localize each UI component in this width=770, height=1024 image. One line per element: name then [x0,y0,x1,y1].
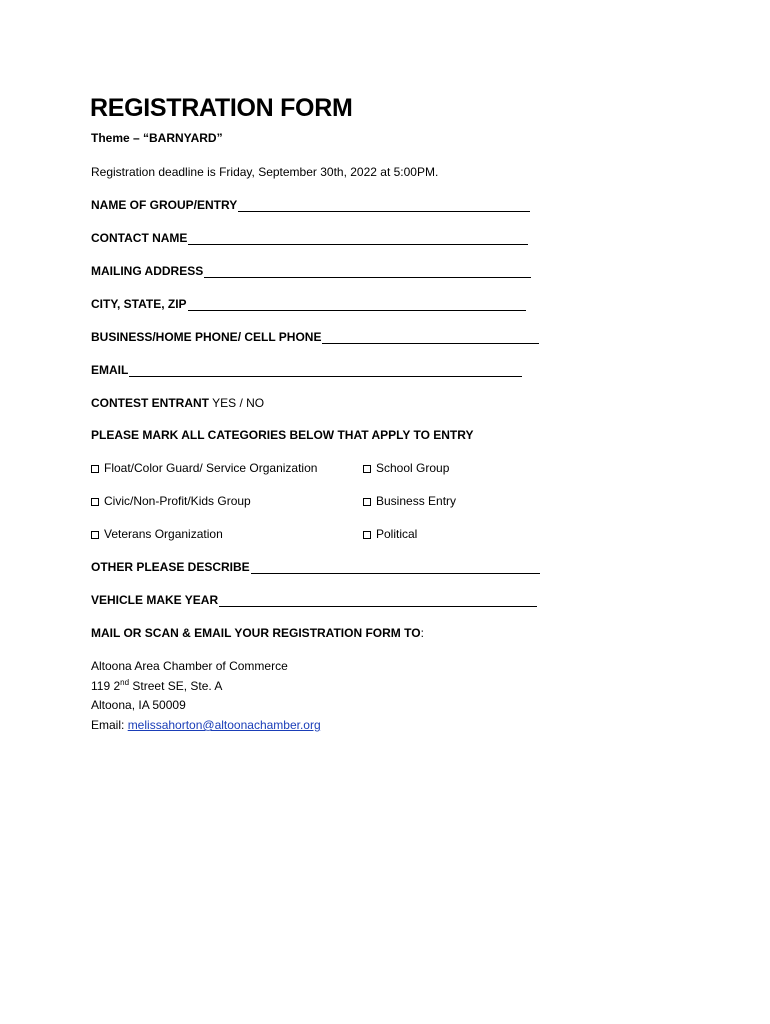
checkbox-icon[interactable] [91,498,99,506]
email-field[interactable] [91,363,522,377]
category-label: Veterans Organization [104,527,223,541]
email-line[interactable] [129,364,522,377]
mail-heading-colon: : [420,626,424,640]
street-suffix: nd [120,678,130,687]
checkbox-icon[interactable] [363,531,371,539]
other-describe-label: OTHER PLEASE DESCRIBE [91,560,250,574]
category-political[interactable] [363,527,417,541]
phone-label: BUSINESS/HOME PHONE/ CELL PHONE [91,330,322,344]
contest-entrant-options[interactable]: YES / NO [212,396,265,410]
city-state-zip-field[interactable] [91,297,526,311]
category-school-group[interactable] [363,461,449,475]
phone-line[interactable] [322,331,539,344]
city-state: Altoona, IA 50009 [91,698,186,712]
category-label: Float/Color Guard/ Service Organization [104,461,318,475]
checkbox-icon[interactable] [363,498,371,506]
category-business-entry[interactable] [363,494,456,508]
chamber-name: Altoona Area Chamber of Commerce [91,659,288,673]
mailing-address-line[interactable] [204,265,531,278]
email-label: EMAIL [91,363,129,377]
street-address [91,679,222,693]
deadline-text: Registration deadline is Friday, September 30th, 2022 at 5:00PM. [91,165,439,179]
contact-name-field[interactable] [91,231,528,245]
category-label: Civic/Non-Profit/Kids Group [104,494,251,508]
email-link[interactable]: melissahorton@altoonachamber.org [127,718,321,732]
contest-entrant-label: CONTEST ENTRANT [91,396,209,410]
checkbox-icon[interactable] [91,531,99,539]
mail-heading [91,626,424,640]
other-describe-field[interactable] [91,560,540,574]
mail-heading-text: MAIL OR SCAN & EMAIL YOUR REGISTRATION FORM TO [91,626,421,640]
mailing-address-label: MAILING ADDRESS [91,264,204,278]
contact-name-line[interactable] [188,232,528,245]
city-state-zip-label: CITY, STATE, ZIP [91,297,187,311]
category-label: School Group [376,461,450,475]
vehicle-make-year-line[interactable] [219,594,537,607]
contact-name-label: CONTACT NAME [91,231,188,245]
email-contact [91,718,321,732]
page-title: REGISTRATION FORM [90,94,353,122]
street-rest: Street SE, Ste. A [129,679,223,693]
category-float-color-guard[interactable] [91,461,317,475]
city-state-zip-line[interactable] [188,298,526,311]
contest-entrant-row [91,396,264,410]
phone-field[interactable] [91,330,539,344]
street-number: 119 2 [91,679,121,693]
checkbox-icon[interactable] [91,465,99,473]
checkbox-icon[interactable] [363,465,371,473]
categories-heading: PLEASE MARK ALL CATEGORIES BELOW THAT APPLY TO ENTRY [91,428,474,442]
group-entry-label: NAME OF GROUP/ENTRY [91,198,238,212]
category-label: Political [376,527,418,541]
category-civic-non-profit[interactable] [91,494,251,508]
vehicle-make-year-field[interactable] [91,593,537,607]
group-entry-field[interactable] [91,198,530,212]
theme-text: Theme – “BARNYARD” [91,131,223,145]
other-describe-line[interactable] [251,561,540,574]
category-label: Business Entry [376,494,457,508]
vehicle-make-year-label: VEHICLE MAKE YEAR [91,593,219,607]
mailing-address-field[interactable] [91,264,531,278]
category-veterans-organization[interactable] [91,527,223,541]
email-contact-label: Email: [91,718,128,732]
group-entry-line[interactable] [238,199,530,212]
